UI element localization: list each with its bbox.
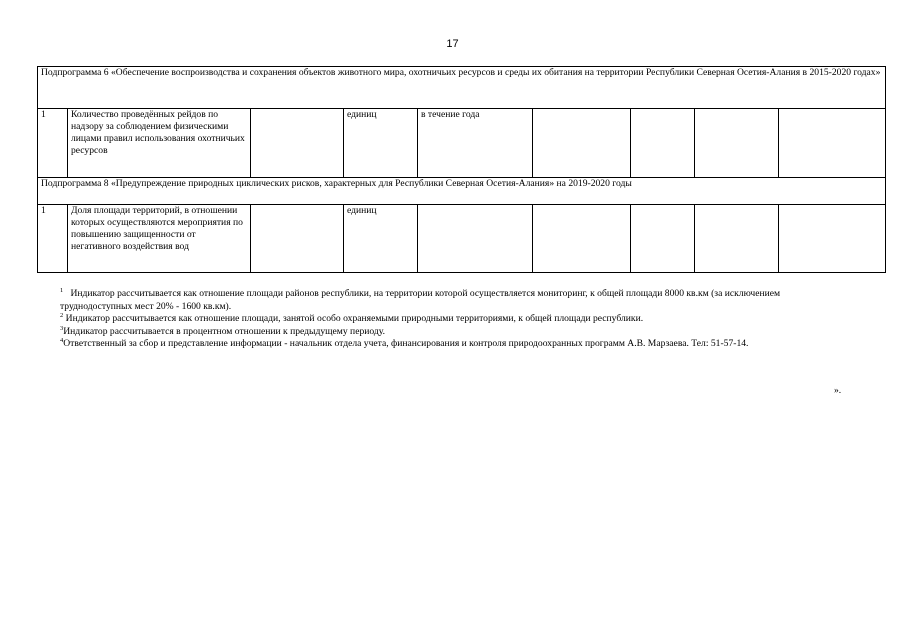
unit-cell: единиц: [344, 205, 418, 273]
empty-cell: [631, 205, 695, 273]
footnotes: [60, 288, 860, 351]
row-number: 1: [38, 205, 68, 273]
empty-cell: [779, 205, 886, 273]
footnote-3: [60, 326, 860, 339]
empty-cell: [631, 109, 695, 178]
indicators-table: [37, 66, 886, 273]
footnote-text: Индикатор рассчитывается как отношение площади, занятой особо охраняемыми природными территориями, к общей площади республики.: [65, 313, 644, 324]
unit-cell: единиц: [344, 109, 418, 178]
empty-cell: [251, 109, 344, 178]
table-row: [38, 205, 886, 273]
empty-cell: [533, 205, 631, 273]
indicator-name: Доля площади территорий, в отношении которых осуществляются мероприятия по повышению защищенности от негативного воздействия вод: [68, 205, 251, 273]
footnote-text: Индикатор рассчитывается как отношение площади районов республики, на территории которой осуществляется мониторинг, к общей площади 8000 кв.км (за исключением труднодоступных мест 20% - 1600 кв.км).: [60, 288, 781, 312]
period-cell: в течение года: [418, 109, 533, 178]
subprogram8-header-row: [38, 178, 886, 205]
empty-cell: [695, 109, 779, 178]
table-row: [38, 109, 886, 178]
subprogram8-header: Подпрограмма 8 «Предупреждение природных циклических рисков, характерных для Республики Северная Осетия-Алания» на 2019-2020 годы: [38, 178, 886, 205]
empty-cell: [533, 109, 631, 178]
period-cell: [418, 205, 533, 273]
footnote-text: Индикатор рассчитывается в процентном отношении к предыдущему периоду.: [63, 325, 386, 337]
footnote-mark: 2: [60, 311, 64, 319]
footnote-mark: 4: [60, 336, 64, 344]
footnote-text: Ответственный за сбор и представление информации - начальник отдела учета, финансирования и контроля природоохранных программ А.В. Марзаева. Тел: 51-57-14.: [63, 338, 749, 349]
row-number: 1: [38, 109, 68, 178]
empty-cell: [779, 109, 886, 178]
empty-cell: [695, 205, 779, 273]
footnote-2: [60, 313, 860, 326]
subprogram6-header-row: [38, 67, 886, 109]
page-number: 17: [446, 38, 459, 50]
footnote-mark: 1: [60, 286, 64, 294]
footnote-1: [60, 288, 860, 313]
subprogram6-header: Подпрограмма 6 «Обеспечение воспроизводства и сохранения объектов животного мира, охотничьих ресурсов и среды их обитания на территории Республики Северная Осетия-Алания в 2015-2020 годах»: [38, 67, 886, 109]
footnote-mark: 3: [60, 324, 64, 332]
footnote-4: [60, 338, 860, 351]
closing-quote: ».: [834, 385, 842, 396]
empty-cell: [251, 205, 344, 273]
indicator-name: Количество проведённых рейдов по надзору за соблюдением физическими лицами правил использования охотничьих ресурсов: [68, 109, 251, 178]
